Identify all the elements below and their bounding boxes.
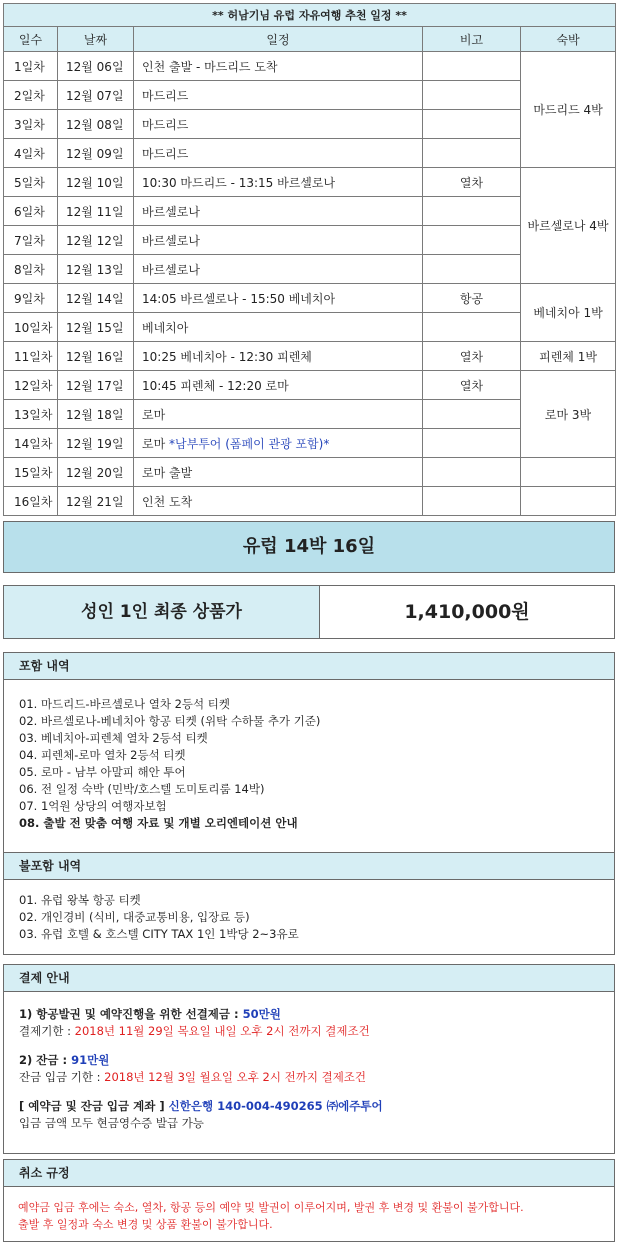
date-cell: 12월 20일 <box>58 458 134 487</box>
note-cell <box>423 139 521 168</box>
stay-cell: 바르셀로나 4박 <box>521 168 616 284</box>
note-cell: 열차 <box>423 168 521 197</box>
plan-cell: 바르셀로나 <box>134 255 423 284</box>
date-cell: 12월 07일 <box>58 81 134 110</box>
date-cell: 12월 12일 <box>58 226 134 255</box>
header-stay: 숙박 <box>521 27 616 52</box>
day-cell: 3일차 <box>4 110 58 139</box>
plan-cell: 바르셀로나 <box>134 197 423 226</box>
plan-cell: 14:05 바르셀로나 - 15:50 베네치아 <box>134 284 423 313</box>
list-item: 08. 출발 전 맞춤 여행 자료 및 개별 오리엔테이션 안내 <box>19 816 298 830</box>
table-row <box>4 458 616 487</box>
list-item: 01. 마드리드-바르셀로나 열차 2등석 티켓 <box>19 697 231 711</box>
day-cell: 1일차 <box>4 52 58 81</box>
date-cell: 12월 11일 <box>58 197 134 226</box>
list-item: 05. 로마 - 남부 아말피 해안 투어 <box>19 765 186 779</box>
plan-cell: 인천 출발 - 마드리드 도착 <box>134 52 423 81</box>
day-cell: 8일차 <box>4 255 58 284</box>
table-header-row <box>4 27 616 52</box>
stay-cell: 베네치아 1박 <box>521 284 616 342</box>
section-title: 포함 내역 <box>4 653 614 680</box>
day-cell: 13일차 <box>4 400 58 429</box>
stay-cell: 피렌체 1박 <box>521 342 616 371</box>
date-cell: 12월 16일 <box>58 342 134 371</box>
table-row <box>4 342 616 371</box>
plan-cell: 인천 도착 <box>134 487 423 516</box>
list-item: 01. 유럽 왕복 항공 티켓 <box>19 893 141 907</box>
included-section <box>3 652 615 853</box>
date-cell: 12월 13일 <box>58 255 134 284</box>
balance-deadline-label: 잔금 입금 기한 : <box>19 1070 105 1084</box>
section-title: 취소 규정 <box>4 1160 614 1187</box>
payment-section <box>3 964 615 1154</box>
note-cell <box>423 429 521 458</box>
date-cell: 12월 21일 <box>58 487 134 516</box>
cancellation-line: 예약금 입금 후에는 숙소, 열차, 항공 등의 예약 및 발권이 이루어지며, 발권 후 변경 및 환불이 불가합니다. <box>18 1201 524 1214</box>
plan-cell: 10:45 피렌체 - 12:20 로마 <box>134 371 423 400</box>
note-cell: 열차 <box>423 371 521 400</box>
day-cell: 10일차 <box>4 313 58 342</box>
date-cell: 12월 18일 <box>58 400 134 429</box>
excluded-section <box>3 852 615 955</box>
note-cell: 항공 <box>423 284 521 313</box>
receipt-note: 입금 금액 모두 현금영수증 발급 가능 <box>19 1116 204 1130</box>
stay-cell <box>521 487 616 516</box>
plan-cell: 로마 출발 <box>134 458 423 487</box>
day-cell: 12일차 <box>4 371 58 400</box>
list-item: 07. 1억원 상당의 여행자보험 <box>19 799 167 813</box>
note-cell <box>423 226 521 255</box>
plan-cell: 마드리드 <box>134 139 423 168</box>
excluded-list <box>4 880 614 943</box>
table-row <box>4 284 616 313</box>
deposit-deadline: 2018년 11월 29일 목요일 내일 오후 2시 전까지 결제조건 <box>74 1024 370 1038</box>
section-title: 불포함 내역 <box>4 853 614 880</box>
deposit-deadline-label: 결제기한 : <box>19 1024 75 1038</box>
payment-body <box>4 992 614 1132</box>
list-item: 02. 개인경비 (식비, 대중교통비용, 입장료 등) <box>19 910 250 924</box>
day-cell: 14일차 <box>4 429 58 458</box>
plan-cell: 마드리드 <box>134 81 423 110</box>
cancellation-line: 출발 후 일정과 숙소 변경 및 상품 환불이 불가합니다. <box>18 1218 273 1231</box>
balance-amount: 91만원 <box>71 1053 110 1067</box>
plan-text: 로마 <box>142 436 166 451</box>
note-cell <box>423 487 521 516</box>
day-cell: 11일차 <box>4 342 58 371</box>
note-cell <box>423 197 521 226</box>
note-cell <box>423 255 521 284</box>
day-cell: 5일차 <box>4 168 58 197</box>
note-cell <box>423 52 521 81</box>
note-cell <box>423 81 521 110</box>
day-cell: 6일차 <box>4 197 58 226</box>
note-cell <box>423 400 521 429</box>
list-item: 02. 바르셀로나-베네치아 항공 티켓 (위탁 수하물 추가 기준) <box>19 714 321 728</box>
note-cell <box>423 313 521 342</box>
bank-account: 신한은행 140-004-490265 ㈜에주투어 <box>168 1099 383 1113</box>
table-row <box>4 52 616 81</box>
date-cell: 12월 14일 <box>58 284 134 313</box>
date-cell: 12월 08일 <box>58 110 134 139</box>
stay-cell <box>521 458 616 487</box>
stay-cell: 마드리드 4박 <box>521 52 616 168</box>
list-item: 06. 전 일정 숙박 (민박/호스텔 도미토리룸 14박) <box>19 782 265 796</box>
plan-cell: 10:30 마드리드 - 13:15 바르셀로나 <box>134 168 423 197</box>
cancellation-body <box>4 1187 614 1233</box>
plan-cell: 마드리드 <box>134 110 423 139</box>
balance-deadline-line <box>19 1069 599 1086</box>
header-day: 일수 <box>4 27 58 52</box>
plan-cell <box>134 429 423 458</box>
itinerary-table <box>3 3 616 516</box>
plan-cell: 바르셀로나 <box>134 226 423 255</box>
price-label: 성인 1인 최종 상품가 <box>4 586 320 638</box>
note-cell <box>423 110 521 139</box>
table-row <box>4 371 616 400</box>
header-plan: 일정 <box>134 27 423 52</box>
note-cell: 열차 <box>423 342 521 371</box>
day-cell: 4일차 <box>4 139 58 168</box>
date-cell: 12월 17일 <box>58 371 134 400</box>
list-item: 03. 베네치아-피렌체 열차 2등석 티켓 <box>19 731 208 745</box>
table-row <box>4 487 616 516</box>
date-cell: 12월 10일 <box>58 168 134 197</box>
deposit-deadline-line <box>19 1023 599 1040</box>
trip-summary-banner: 유럽 14박 16일 <box>3 521 615 573</box>
deposit-line <box>19 1006 599 1023</box>
plan-cell: 10:25 베네치아 - 12:30 피렌체 <box>134 342 423 371</box>
itinerary-title: ** 허남기님 유럽 자유여행 추천 일정 ** <box>4 4 616 27</box>
cancellation-section <box>3 1159 615 1242</box>
day-cell: 9일차 <box>4 284 58 313</box>
list-item: 03. 유럽 호텔 & 호스텔 CITY TAX 1인 1박당 2~3유로 <box>19 927 299 941</box>
stay-cell: 로마 3박 <box>521 371 616 458</box>
balance-label: 2) 잔금 : <box>19 1053 72 1067</box>
day-cell: 7일차 <box>4 226 58 255</box>
day-cell: 16일차 <box>4 487 58 516</box>
south-tour-note: *남부투어 (폼페이 관광 포함)* <box>169 436 330 451</box>
deposit-amount: 50만원 <box>242 1007 281 1021</box>
day-cell: 15일차 <box>4 458 58 487</box>
day-cell: 2일차 <box>4 81 58 110</box>
account-label: [ 예약금 및 잔금 입금 계좌 ] <box>19 1099 169 1113</box>
header-note: 비고 <box>423 27 521 52</box>
plan-cell: 베네치아 <box>134 313 423 342</box>
price-box <box>3 585 615 639</box>
section-title: 결제 안내 <box>4 965 614 992</box>
balance-line <box>19 1052 599 1069</box>
date-cell: 12월 15일 <box>58 313 134 342</box>
list-item: 04. 피렌체-로마 열차 2등석 티켓 <box>19 748 186 762</box>
note-cell <box>423 458 521 487</box>
header-date: 날짜 <box>58 27 134 52</box>
balance-deadline: 2018년 12월 3일 월요일 오후 2시 전까지 결제조건 <box>104 1070 367 1084</box>
included-list <box>4 680 614 832</box>
price-value: 1,410,000원 <box>404 601 530 623</box>
plan-cell: 로마 <box>134 400 423 429</box>
date-cell: 12월 19일 <box>58 429 134 458</box>
account-line <box>19 1098 599 1115</box>
date-cell: 12월 09일 <box>58 139 134 168</box>
deposit-label: 1) 항공발권 및 예약진행을 위한 선결제금 : <box>19 1007 243 1021</box>
date-cell: 12월 06일 <box>58 52 134 81</box>
table-row <box>4 168 616 197</box>
